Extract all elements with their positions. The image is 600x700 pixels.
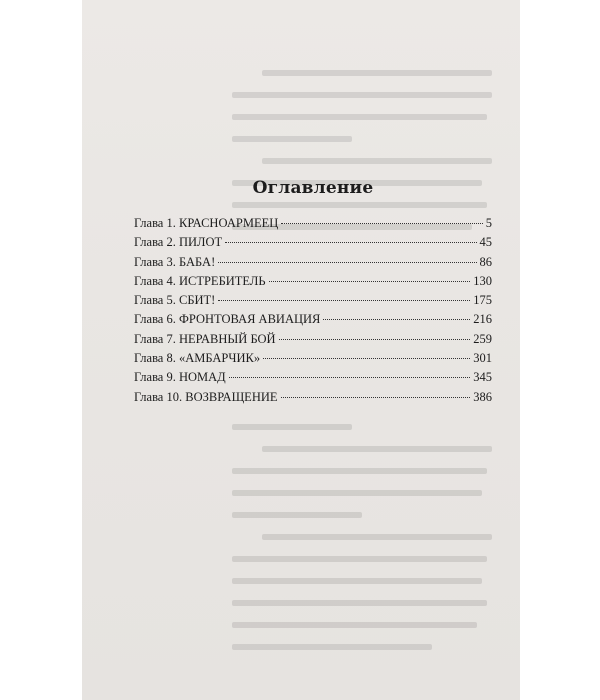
dot-leader	[225, 242, 476, 243]
toc-entry-page: 45	[479, 235, 492, 250]
dot-leader	[281, 397, 471, 398]
toc-entry-label: Глава 8. «АМБАРЧИК»	[134, 351, 261, 366]
dot-leader	[218, 300, 470, 301]
toc-entry-label: Глава 5. СБИТ!	[134, 293, 216, 308]
toc-entry	[134, 312, 492, 331]
dot-leader	[281, 223, 483, 224]
toc-entry-page: 386	[473, 389, 492, 404]
table-of-contents	[134, 178, 492, 409]
dot-leader	[229, 377, 471, 378]
toc-entry	[134, 274, 492, 293]
book-page	[82, 0, 520, 700]
dot-leader	[279, 339, 471, 340]
toc-entry	[134, 332, 492, 351]
toc-list	[134, 216, 492, 409]
toc-entry-label: Глава 2. ПИЛОТ	[134, 235, 223, 250]
toc-entry-label: Глава 1. КРАСНОАРМЕЕЦ	[134, 216, 279, 230]
toc-entry-label: Глава 4. ИСТРЕБИТЕЛЬ	[134, 273, 266, 288]
dot-leader	[263, 358, 470, 359]
toc-entry-label: Глава 3. БАБА!	[134, 254, 216, 269]
toc-entry-label: Глава 6. ФРОНТОВАЯ АВИАЦИЯ	[134, 312, 321, 327]
toc-title: Оглавление	[252, 178, 374, 198]
toc-entry-page: 130	[473, 273, 492, 288]
toc-entry	[134, 235, 492, 254]
toc-entry-label: Глава 7. НЕРАВНЫЙ БОЙ	[134, 331, 276, 346]
toc-entry	[134, 351, 492, 370]
toc-entry-page: 175	[473, 293, 492, 308]
toc-entry	[134, 390, 492, 409]
toc-entry-page: 5	[485, 216, 492, 230]
dot-leader	[323, 319, 470, 320]
toc-entry-page: 86	[479, 254, 492, 269]
toc-entry-label: Глава 10. ВОЗВРАЩЕНИЕ	[134, 389, 278, 404]
toc-entry-page: 301	[473, 351, 492, 366]
toc-entry	[134, 216, 492, 235]
toc-entry	[134, 370, 492, 389]
toc-entry-label: Глава 9. НОМАД	[134, 370, 226, 385]
toc-entry-page: 216	[473, 312, 492, 327]
toc-entry	[134, 293, 492, 312]
toc-entry	[134, 255, 492, 274]
dot-leader	[218, 262, 476, 263]
dot-leader	[269, 281, 471, 282]
toc-entry-page: 259	[473, 331, 492, 346]
toc-entry-page: 345	[473, 370, 492, 385]
